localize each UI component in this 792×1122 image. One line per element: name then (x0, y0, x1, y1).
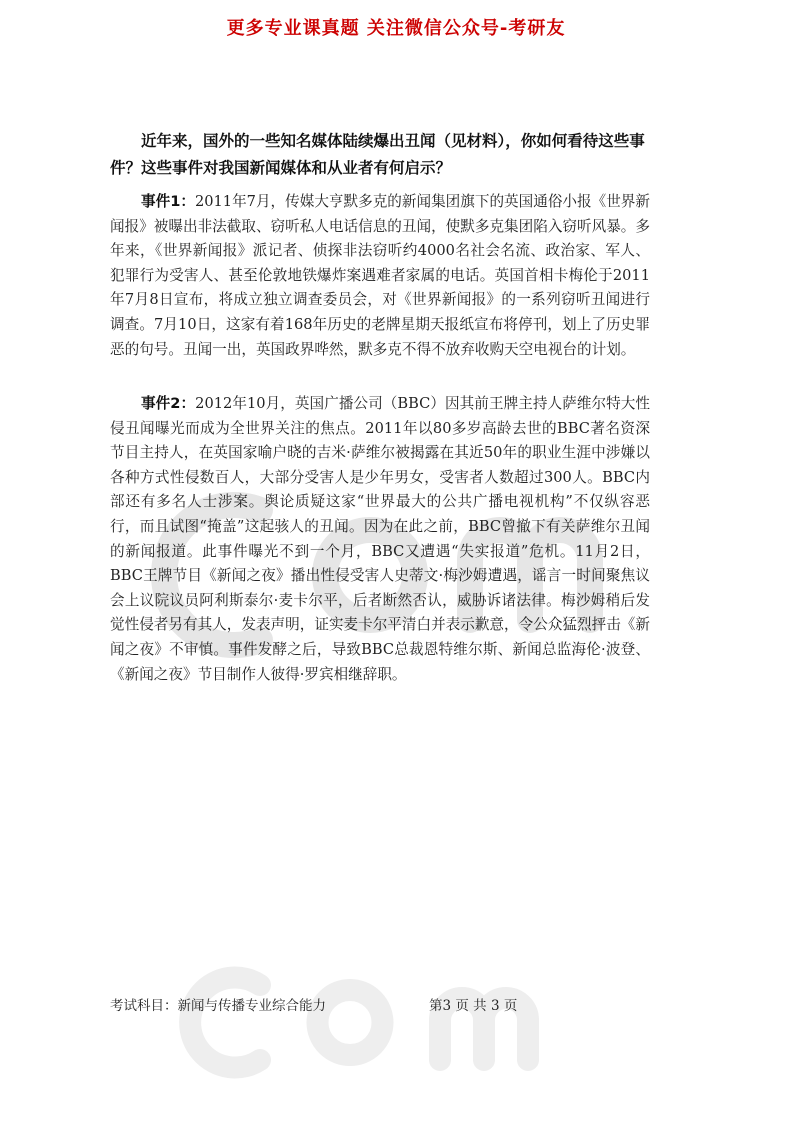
event-1-text: 2011年7月，传媒大亨默多克的新闻集团旗下的英国通俗小报《世界新闻报》被曝出非法截取、窃听私人电话信息的丑闻，使默多克集团陷入窃听风暴。多年来，《世界新闻报》派记者、侦探非法窃听约4000名社会名流、政治家、军人、犯罪行为受害人、甚至伦敦地铁爆炸案遇难者家属的电话。英国首相卡梅伦于2011年7月8日宣布，将成立独立调查委员会，对《世界新闻报》的一系列窃听丑闻进行调查。7月10日，这家有着168年历史的老牌星期天报纸宣布将停刊，划上了历史罪恶的句号。丑闻一出，英国政界哗然，默多克不得不放弃收购天空电视台的计划。 (110, 193, 650, 358)
header-banner: 更多专业课真题 关注微信公众号-考研友 (226, 18, 566, 39)
event-1-paragraph (110, 190, 650, 362)
page-number: 第3 页 共 3 页 (429, 998, 518, 1014)
watermark-logo-bottom (150, 960, 670, 1080)
event-2-paragraph (110, 392, 650, 687)
event-2-label: 事件2： (141, 395, 196, 412)
event-2-text: 2012年10月，英国广播公司（BBC）因其前王牌主持人萨维尔特大性侵丑闻曝光而成为全世界关注的焦点。2011年以80多岁高龄去世的BBC著名资深节目主持人，在英国家喻户晓的吉米·萨维尔被揭露在其近50年的职业生涯中涉嫌以各种方式性侵数百人，大部分受害人是少年男女，受害者人数超过300人。BBC内部还有多名人士涉案。舆论质疑这家“世界最大的公共广播电视机构”不仅纵容恶行，而且试图“掩盖”这起骇人的丑闻。因为在此之前，BBC曾撤下有关萨维尔丑闻的新闻报道。此事件曝光不到一个月，BBC又遭遇“失实报道”危机。11月2日，BBC王牌节目《新闻之夜》播出性侵受害人史蒂文·梅沙姆遭遇，谣言一时间聚焦议会上议院议员阿利斯泰尔·麦卡尔平，后者断然否认，威胁诉诸法律。梅沙姆稍后发觉性侵者另有其人，发表声明，证实麦卡尔平清白并表示歉意，令公众猛烈抨击《新闻之夜》不审慎。事件发酵之后，导致BBC总裁恩特维尔斯、新闻总监海伦·波登、《新闻之夜》节目制作人彼得·罗宾相继辞职。 (110, 395, 650, 683)
exam-subject: 考试科目：新闻与传播专业综合能力 (110, 998, 326, 1014)
question-text: 近年来，国外的一些知名媒体陆续爆出丑闻（见材料），你如何看待这些事件？这些事件对我国新闻媒体和从业者有何启示？ (110, 132, 645, 177)
event-1-label: 事件1： (141, 193, 195, 210)
